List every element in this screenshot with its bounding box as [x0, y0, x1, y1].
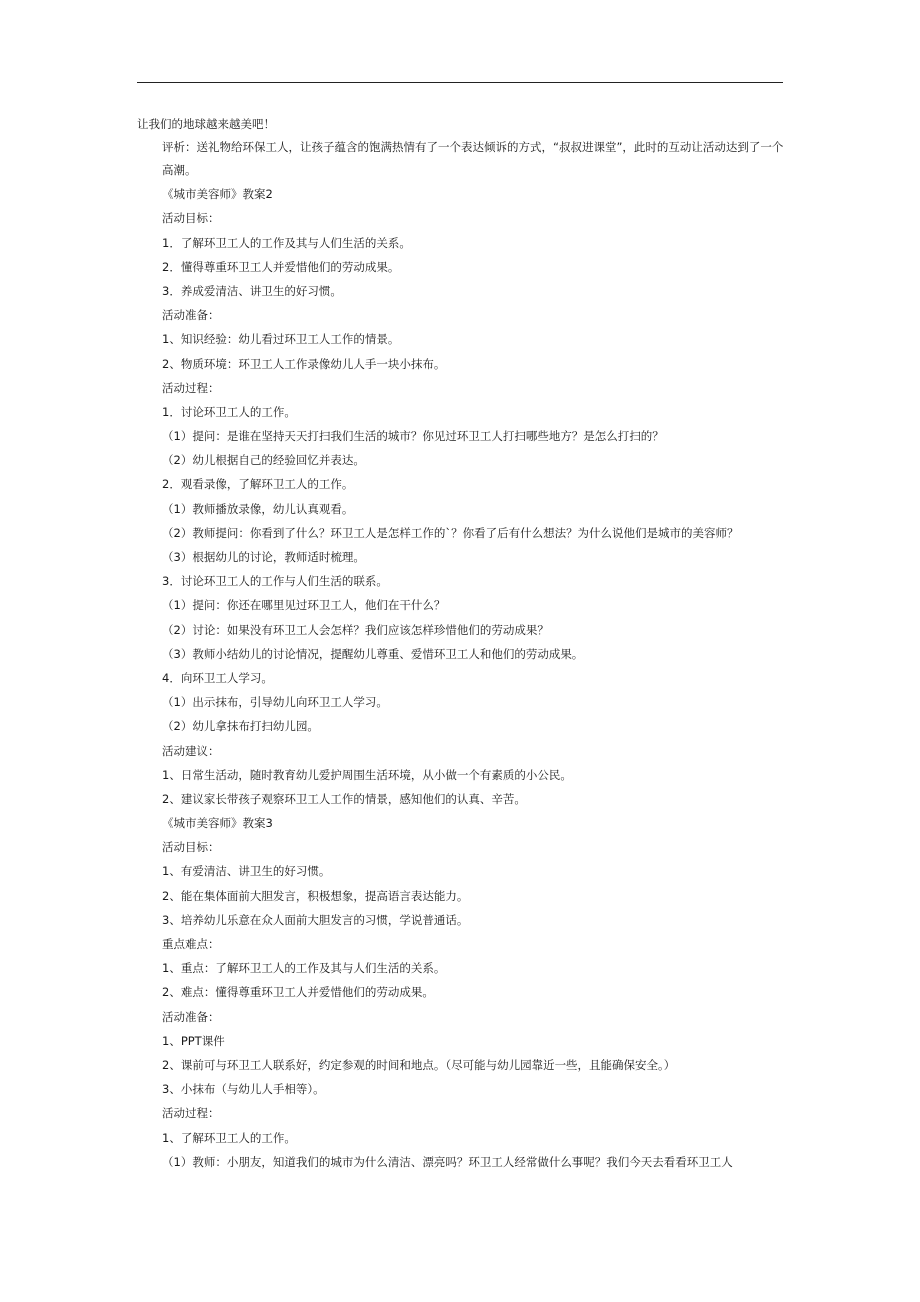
paragraph-line: （2）讨论：如果没有环卫工人会怎样？我们应该怎样珍惜他们的劳动成果？ [162, 622, 549, 637]
paragraph-line: 活动过程： [162, 1106, 220, 1121]
paragraph-line: 3．讨论环卫工人的工作与人们生活的联系。 [162, 574, 388, 589]
paragraph-line: 2．观看录像，了解环卫工人的工作。 [162, 477, 354, 492]
paragraph-line: （1）教师播放录像，幼儿认真观看。 [162, 501, 354, 516]
paragraph-line: （3）教师小结幼儿的讨论情况，提醒幼儿尊重、爱惜环卫工人和他们的劳动成果。 [162, 646, 584, 661]
header-rule [137, 82, 783, 83]
paragraph-line: 《城市美容师》教案3 [162, 816, 273, 831]
paragraph-line: 1、日常生活动，随时教育幼儿爱护周围生活环境，从小做一个有素质的小公民。 [162, 767, 572, 782]
document-body [137, 112, 785, 1174]
paragraph-line: 1、知识经验：幼儿看过环卫工人工作的情景。 [162, 332, 400, 347]
paragraph-line: 1、PPT课件 [162, 1033, 225, 1048]
paragraph-line: 3、小抹布（与幼儿人手相等）。 [162, 1082, 325, 1097]
paragraph-line: 2、建议家长带孩子观察环卫工人工作的情景，感知他们的认真、辛苦。 [162, 791, 526, 806]
paragraph-line: 《城市美容师》教案2 [162, 187, 273, 202]
paragraph-line: 让我们的地球越来越美吧！ [137, 117, 275, 131]
paragraph-line: 3、培养幼儿乐意在众人面前大胆发言的习惯，学说普通话。 [162, 912, 469, 927]
paragraph-line: 活动目标： [162, 211, 220, 226]
paragraph-line: （2）幼儿拿抹布打扫幼儿园。 [162, 719, 319, 734]
paragraph-line: 1．讨论环卫工人的工作。 [162, 404, 296, 419]
paragraph-line: 活动准备： [162, 308, 220, 323]
paragraph-line: 2．懂得尊重环卫工人并爱惜他们的劳动成果。 [162, 259, 400, 274]
paragraph-line: 活动建议： [162, 743, 220, 758]
paragraph-line: 2、课前可与环卫工人联系好，约定参观的时间和地点。（尽可能与幼儿园靠近一些，且能确保安全。） [162, 1057, 676, 1072]
paragraph-line: 2、能在集体面前大胆发言，积极想象，提高语言表达能力。 [162, 888, 469, 903]
paragraph-line: 1．了解环卫工人的工作及其与人们生活的关系。 [162, 235, 411, 250]
paragraph-line: 重点难点： [162, 937, 220, 951]
paragraph-line: 活动准备： [162, 1009, 220, 1024]
paragraph-line: （2）教师提问：你看到了什么？环卫工人是怎样工作的`？你看了后有什么想法？为什么说他们是城市的美容师？ [162, 525, 739, 540]
paragraph-line: 2、物质环境：环卫工人工作录像幼儿人手一块小抹布。 [162, 356, 446, 371]
paragraph-line: （1）提问：你还在哪里见过环卫工人，他们在干什么？ [162, 598, 446, 613]
paragraph-line: 活动目标： [162, 840, 220, 855]
paragraph-line: 2、难点：懂得尊重环卫工人并爱惜他们的劳动成果。 [162, 985, 434, 1000]
paragraph-line: 1、了解环卫工人的工作。 [162, 1130, 296, 1145]
paragraph-line: （1）出示抹布，引导幼儿向环卫工人学习。 [162, 695, 388, 710]
paragraph-line: （1）教师：小朋友，知道我们的城市为什么清洁、漂亮吗？环卫工人经常做什么事呢？我们今天去看看环卫工人 [162, 1154, 733, 1169]
paragraph-line: 4．向环卫工人学习。 [162, 670, 273, 685]
paragraph-line: （2）幼儿根据自己的经验回忆并表达。 [162, 453, 365, 468]
paragraph-line: 1、重点：了解环卫工人的工作及其与人们生活的关系。 [162, 961, 446, 976]
paragraph-line: 3．养成爱清洁、讲卫生的好习惯。 [162, 283, 342, 298]
paragraph-line: 1、有爱清洁、讲卫生的好习惯。 [162, 864, 331, 879]
paragraph-line: 评析：送礼物给环保工人，让孩子蕴含的饱满热情有了一个表达倾诉的方式，“叔叔进课堂”，此时的互动让活动达到了一个高潮。 [162, 140, 784, 178]
paragraph-line: （3）根据幼儿的讨论，教师适时梳理。 [162, 550, 365, 564]
paragraph-line: （1）提问：是谁在坚持天天打扫我们生活的城市？你见过环卫工人打扫哪些地方？是怎么打扫的？ [162, 429, 664, 444]
paragraph-line: 活动过程： [162, 380, 220, 395]
